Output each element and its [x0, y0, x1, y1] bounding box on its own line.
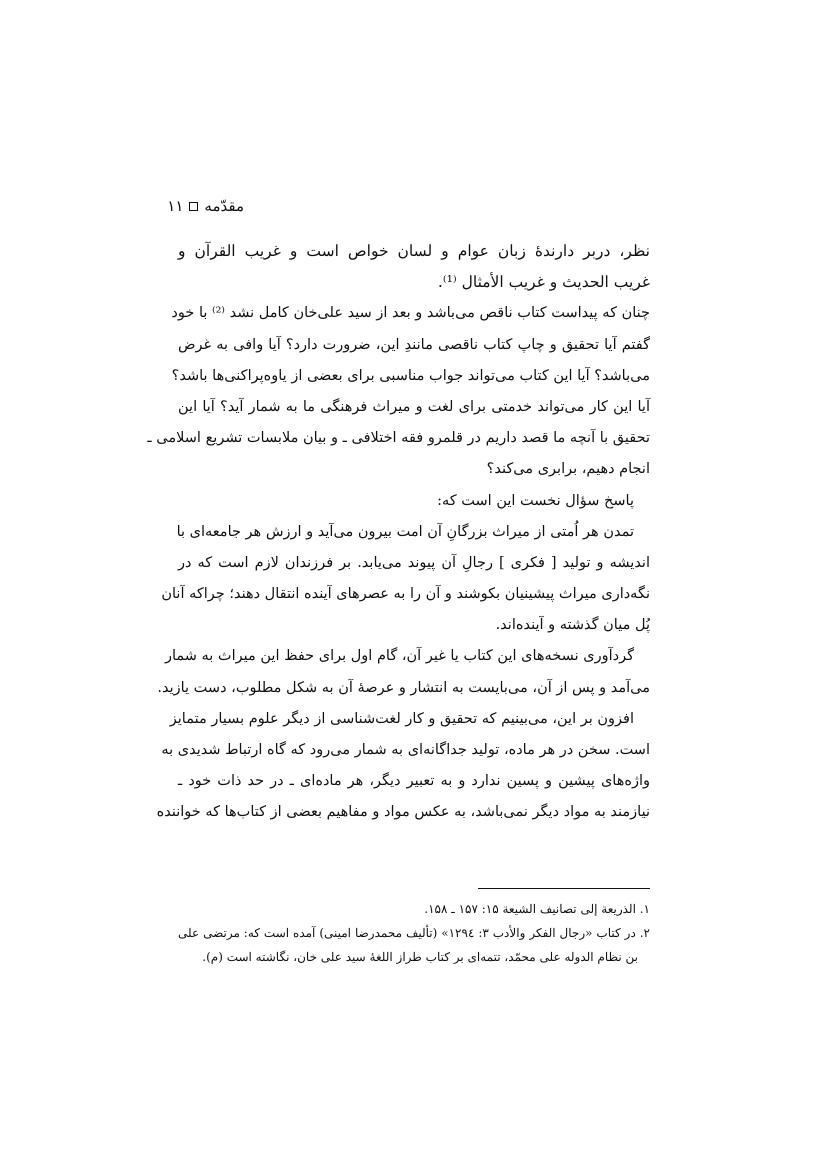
text-line: پُل میان گذشته و آینده‌اند. [495, 617, 650, 634]
page-number: ۱۱ [167, 197, 184, 215]
text-line: می‌باشد؟ آیا این کتاب می‌تواند جواب مناسبی برای بعضی از یاوه‌پراکنی‌ها باشد؟ [171, 367, 650, 384]
square-ornament-icon [189, 202, 198, 211]
text-line: پاسخ سؤال نخست این است که: [437, 492, 634, 509]
text-line: نگه‌داری میراث پیشینیان بکوشند و آن را به عصرهای آینده انتقال دهند؛ چراکه آنان [161, 586, 650, 603]
running-head [167, 196, 244, 216]
text-line: می‌آمد و پس از آن، می‌بایست به انتشار و عرصهٔ آن به شکل مطلوب، دست یازید. [157, 679, 650, 696]
text-line: غریب الحدیث و غریب الأمثال ⁽¹⁾. [437, 273, 650, 292]
text-line: است. سخن در هر ماده، تولید جداگانه‌ای به شمار می‌رود که گاه ارتباط شدیدی به [161, 742, 650, 758]
text-line: چنان که پیداست کتاب ناقص می‌باشد و بعد از سید علی‌خان کامل نشد ⁽²⁾ با خود [171, 305, 650, 322]
text-line: گفتم آیا تحقیق و چاپ کتاب ناقصی مانندِ این، ضرورت دارد؟ آیا وافی به غرض [178, 336, 650, 353]
text-line: نظر، دربر دارندهٔ زبان عوام و لسان خواص است و غریب القرآن و [178, 242, 650, 260]
text-line: نیازمند به مواد دیگر نمی‌باشد، به عکس مواد و مفاهیم بعضی از کتاب‌ها که خواننده [156, 804, 650, 821]
footnote-line: ۱. الذریعة إلی تصانیف الشیعة ۱۵: ۱۵۷ ـ ۱۵۸. [424, 902, 650, 916]
text-line: افزون بر این، می‌بینیم که تحقیق و کار لغت‌شناسی از دیگر علوم بسیار متمایز [169, 710, 634, 727]
text-line: گردآوری نسخه‌های این کتاب یا غیر آن، گام اول برای حفظ این میراث به شمار [164, 648, 634, 665]
text-line: انجام دهیم، برابری می‌کند؟ [486, 461, 650, 478]
text-line: تمدن هر اُمتی از میراث بزرگانِ آن امت بیرون می‌آید و ارزش هر جامعه‌ای با [176, 523, 634, 540]
footnote-line: ۲. در کتاب «رجال الفکر والأدب ۳: ۱۲۹٤» (تألیف محمدرضا امینی) آمده است که: مرتضی علی [178, 926, 650, 940]
main-text [147, 236, 650, 829]
running-head-title: مقدّمه [204, 197, 244, 215]
text-line: اندیشه و تولید [ فکری ] رجالِ آن پیوند می‌یابد. بر فرزندان لازم است که در [178, 554, 650, 571]
footnote-divider [478, 888, 650, 889]
footnotes [178, 897, 650, 969]
footnote-line: بن نظام الدوله علی محمّد، تتمه‌ای بر کتاب طراز اللغهٔ سید علی خان، نگاشته است (م). [202, 950, 638, 964]
text-line: واژه‌های پیشین و پسین ندارد و به تعبیر دیگر، هر ماده‌ای ـ در حد ذات خود ـ [178, 773, 650, 790]
text-line: تحقیق با آنچه ما قصد داریم در قلمرو فقه اختلافی ـ و بیان ملابسات تشریع اسلامی ـ [147, 430, 650, 447]
text-line: آیا این کار می‌تواند خدمتی برای لغت و میراث فرهنگی ما به شمار آید؟ آیا این [178, 398, 650, 415]
